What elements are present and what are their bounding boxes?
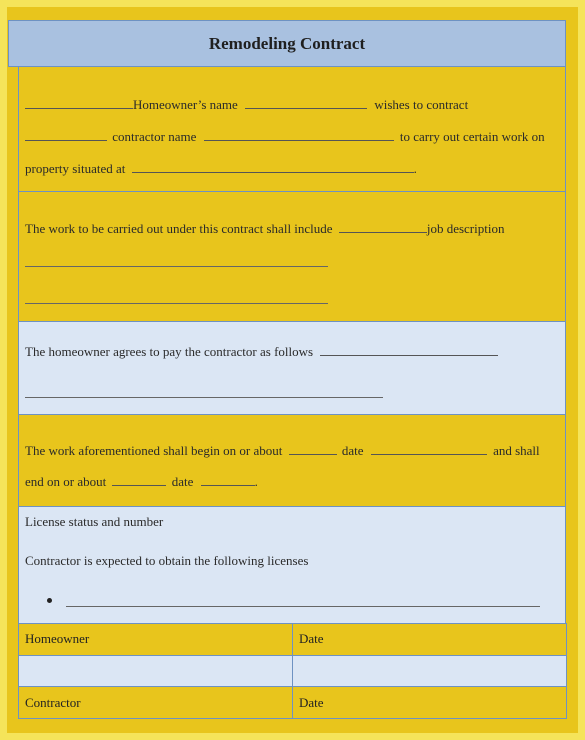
- contractor-signature-row: [19, 687, 567, 719]
- carry-out-text: to carry out certain work on: [399, 129, 545, 144]
- contractor-date-cell[interactable]: Date: [293, 687, 567, 719]
- blank-signature-row: [19, 655, 567, 687]
- begin-date-blank[interactable]: [371, 443, 487, 455]
- client-name-blank[interactable]: [25, 97, 133, 109]
- schedule-section: [18, 415, 566, 507]
- homeowner-label-cell[interactable]: Homeowner: [19, 624, 293, 656]
- end-date-blank[interactable]: [201, 474, 255, 486]
- signature-table: [18, 623, 567, 719]
- contractor-name-label: contractor name: [112, 129, 197, 144]
- begin-date-label: date: [341, 443, 364, 458]
- work-description-line-2[interactable]: [25, 303, 328, 304]
- licenses-expected-text: Contractor is expected to obtain the following licenses: [25, 553, 309, 568]
- title-bar: [8, 20, 566, 67]
- work-include-text: The work to be carried out under this contract shall include: [25, 221, 333, 236]
- payment-text: The homeowner agrees to pay the contractor as follows: [25, 344, 314, 359]
- contractor-name-blank[interactable]: [204, 129, 394, 141]
- schedule-line-2: [25, 474, 258, 490]
- contractor-blank-left[interactable]: [25, 129, 107, 141]
- schedule-line-1: [25, 443, 540, 459]
- parties-line-1: [25, 97, 468, 113]
- license-bullet: [47, 598, 52, 603]
- licenses-section: [18, 507, 566, 624]
- wishes-to-contract-text: wishes to contract: [374, 97, 469, 112]
- blank-right-cell[interactable]: [293, 655, 567, 687]
- and-shall-text: and shall: [493, 443, 540, 458]
- property-period: .: [413, 161, 417, 176]
- payment-terms-line[interactable]: [25, 397, 383, 398]
- job-description-label: job description: [426, 221, 505, 236]
- page-title: Remodeling Contract: [208, 33, 366, 53]
- homeowner-signature-row: [19, 624, 567, 656]
- begin-blank[interactable]: [289, 443, 337, 455]
- work-line-1: [25, 221, 504, 237]
- payment-line: [25, 344, 498, 360]
- property-address-blank[interactable]: [132, 161, 414, 173]
- payment-section: [18, 322, 566, 415]
- work-section: [18, 192, 566, 322]
- homeowner-name-blank[interactable]: [245, 97, 367, 109]
- homeowner-date-cell[interactable]: Date: [293, 624, 567, 656]
- work-description-line-1[interactable]: [25, 266, 328, 267]
- parties-section: [18, 67, 566, 192]
- homeowner-name-label: Homeowner’s name: [133, 97, 238, 112]
- begin-text: The work aforementioned shall begin on or about: [25, 443, 283, 458]
- contractor-label-cell[interactable]: Contractor: [19, 687, 293, 719]
- end-text: end on or about: [25, 474, 107, 489]
- license-entry-line[interactable]: [66, 606, 540, 607]
- end-date-label: date: [171, 474, 194, 489]
- end-blank[interactable]: [112, 474, 166, 486]
- job-description-blank[interactable]: [339, 221, 427, 233]
- property-label: property situated at: [25, 161, 126, 176]
- parties-line-2: [25, 129, 545, 145]
- end-period: .: [254, 474, 258, 489]
- blank-left-cell[interactable]: [19, 655, 293, 687]
- parties-line-3: [25, 161, 417, 177]
- license-heading: License status and number: [25, 514, 164, 529]
- payment-terms-blank[interactable]: [320, 344, 498, 356]
